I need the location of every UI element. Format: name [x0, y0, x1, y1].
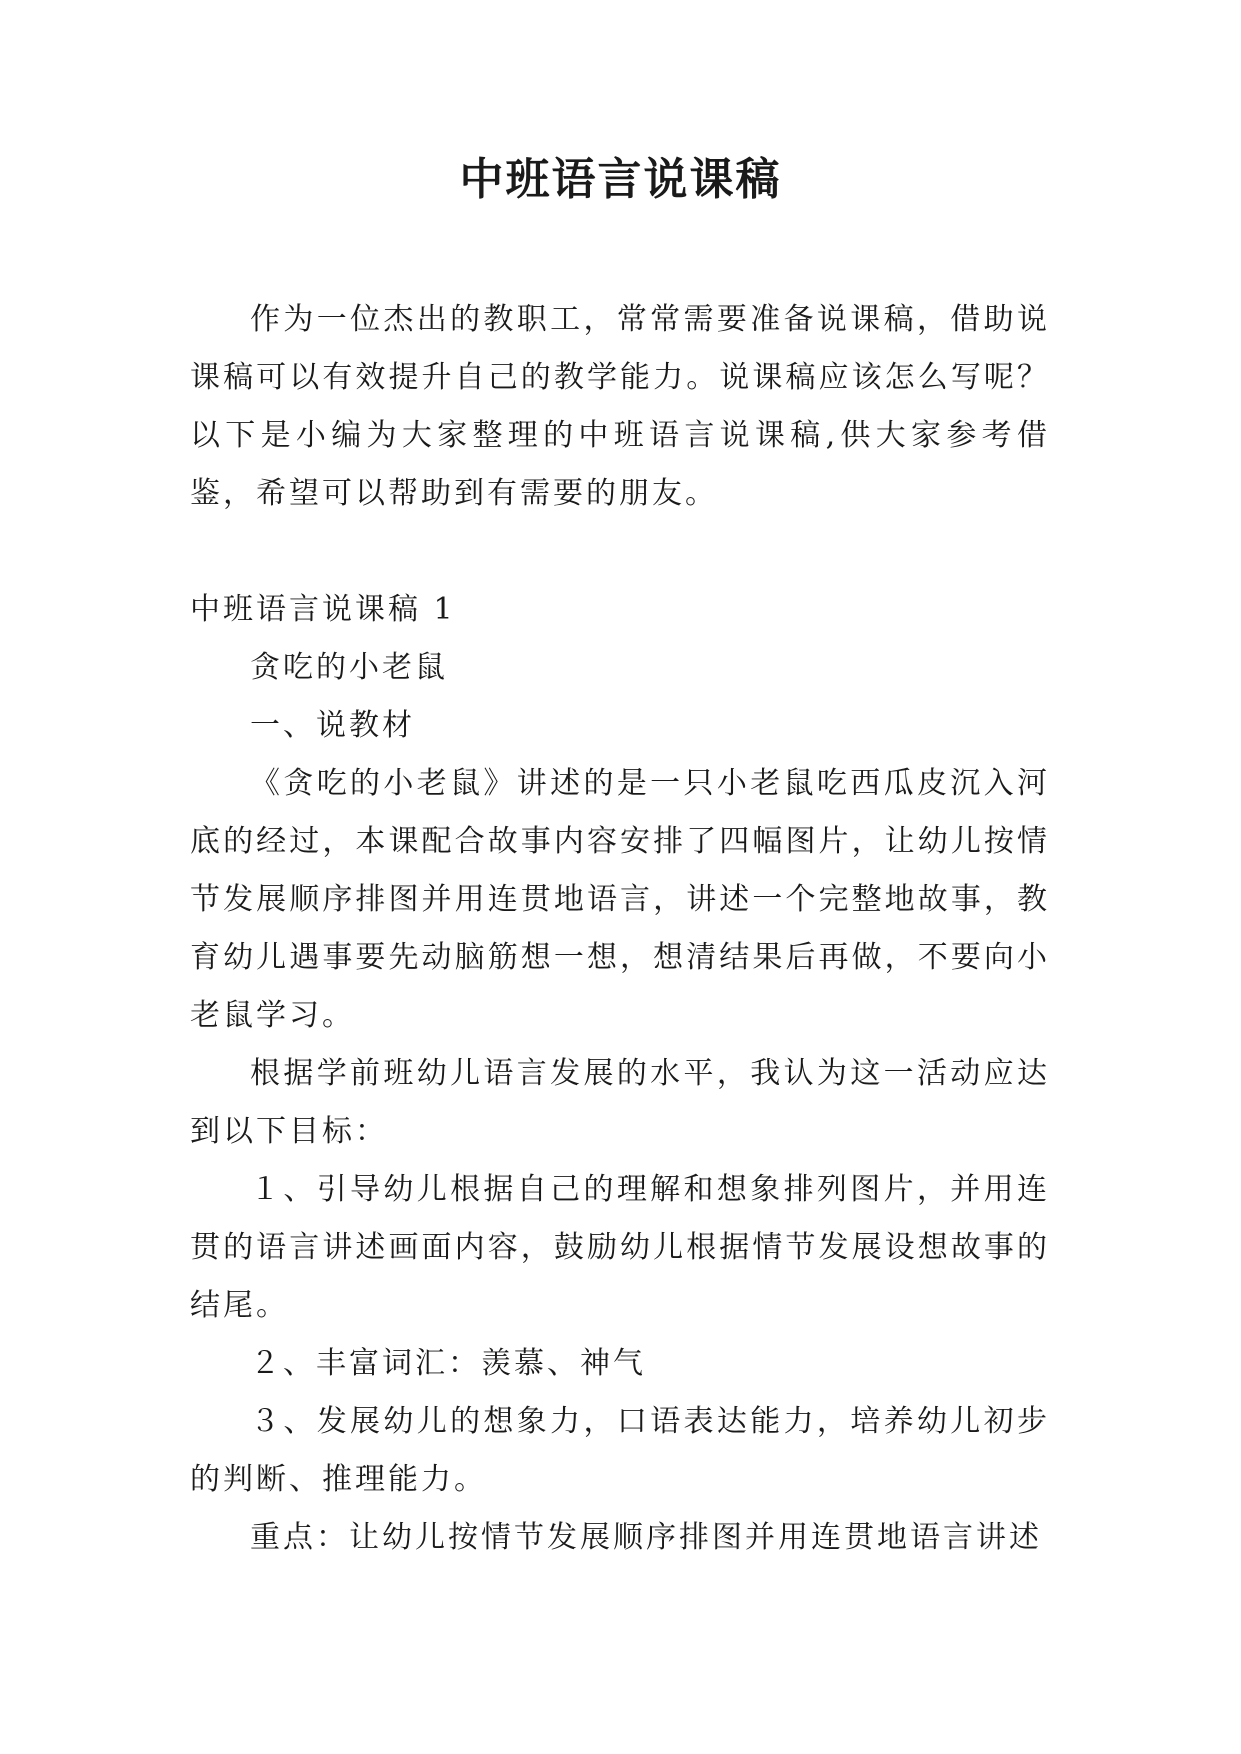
document-title: 中班语言说课稿: [459, 154, 782, 205]
section-heading: 中班语言说课稿 1: [190, 592, 456, 627]
goals-intro-paragraph: 根据学前班幼儿语言发展的水平，我认为这一活动应达到以下目标：: [190, 1056, 1050, 1149]
document-body: [190, 291, 1050, 1567]
goal-item: １、引导幼儿根据自己的理解和想象排列图片，并用连贯的语言讲述画面内容，鼓励幼儿根据情节发展设想故事的结尾。: [190, 1172, 1050, 1323]
intro-paragraph: 作为一位杰出的教职工，常常需要准备说课稿，借助说课稿可以有效提升自己的教学能力。说课稿应该怎么写呢？以下是小编为大家整理的中班语言说课稿,供大家参考借鉴，希望可以帮助到有需要的朋友。: [190, 302, 1050, 511]
lesson-title: 贪吃的小老鼠: [250, 650, 448, 685]
material-paragraph: 《贪吃的小老鼠》讲述的是一只小老鼠吃西瓜皮沉入河底的经过，本课配合故事内容安排了四幅图片，让幼儿按情节发展顺序排图并用连贯地语言，讲述一个完整地故事，教育幼儿遇事要先动脑筋想一想，想清结果后再做，不要向小老鼠学习。: [190, 766, 1050, 1033]
goal-item: ３、发展幼儿的想象力，口语表达能力，培养幼儿初步的判断、推理能力。: [190, 1404, 1050, 1497]
goal-item: ２、丰富词汇：羡慕、神气: [250, 1346, 646, 1381]
key-point-paragraph: 重点：让幼儿按情节发展顺序排图并用连贯地语言讲述: [250, 1520, 1042, 1555]
part-heading: 一、说教材: [250, 708, 415, 743]
